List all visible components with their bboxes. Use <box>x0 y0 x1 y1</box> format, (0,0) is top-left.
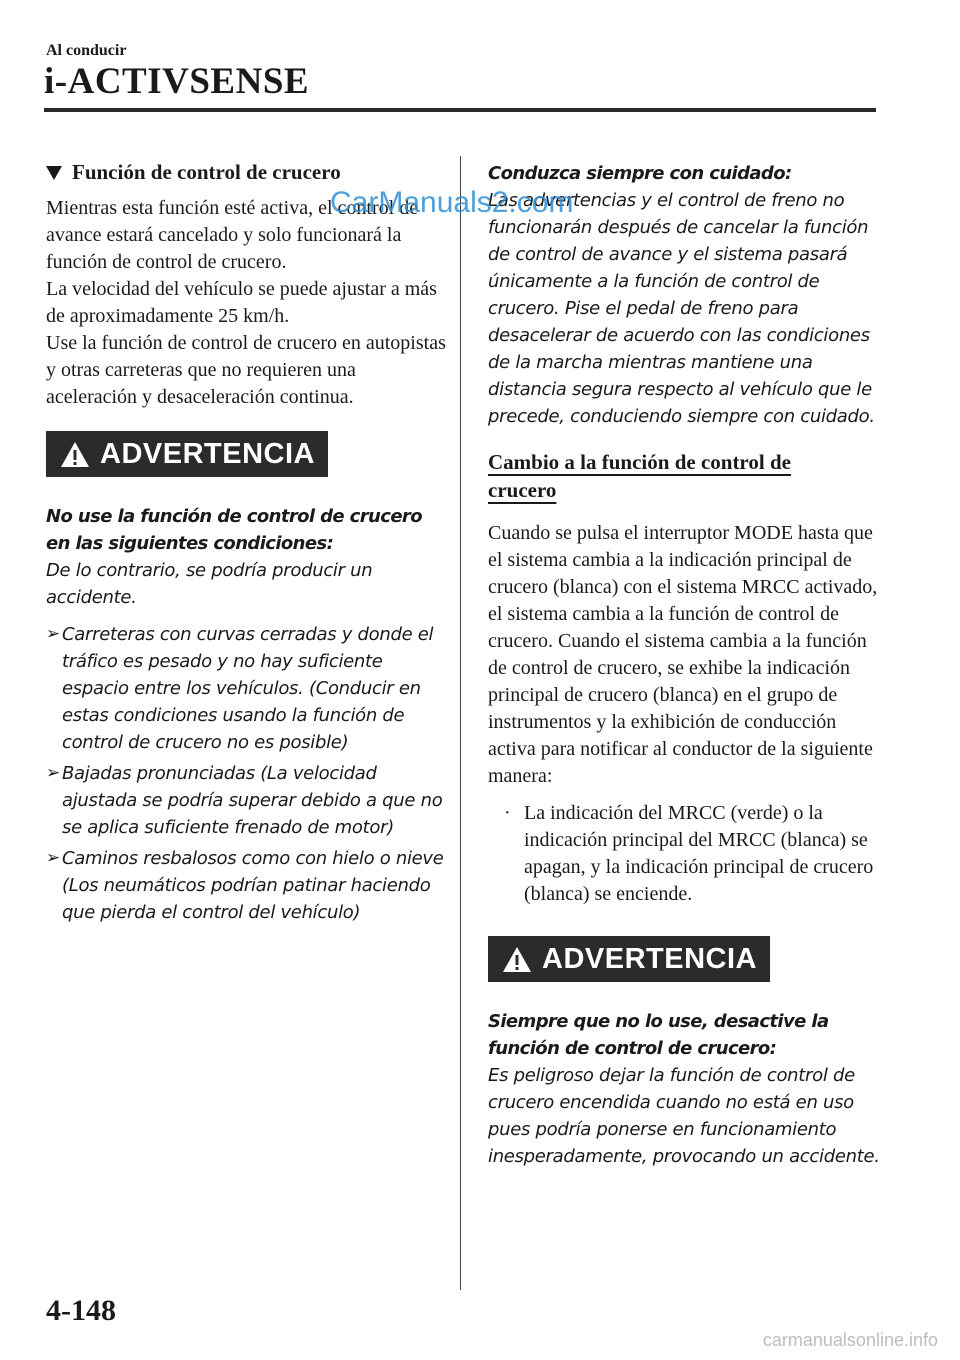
cruise-function-heading <box>46 160 446 185</box>
bullet-text: La indicación del MRCC (verde) o la indicación principal del MRCC (blanca) se apagan, y la indicación principal de crucero (blanca) se enciende. <box>524 802 874 905</box>
triangle-down-icon <box>46 166 62 180</box>
warning-bold-text: Siempre que no lo use, desactive la función de control de crucero: <box>488 1011 829 1059</box>
warning-text: De lo contrario, se podría producir un accidente. <box>46 560 373 608</box>
warning-banner <box>46 431 328 477</box>
change-heading-line-1: Cambio a la función de control de <box>488 450 791 474</box>
breadcrumb: Al conducir <box>46 42 127 59</box>
list-item-text: Bajadas pronunciadas (La velocidad ajustada se podría superar debido a que no se aplica suficiente frenado de motor) <box>62 763 443 838</box>
intro-paragraph-1: Mientras esta función esté activa, el control de avance estará cancelado y solo funcionará la función de control de crucero. <box>46 197 419 273</box>
careful-text: Las advertencias y el control de freno no funcionarán después de cancelar la función de control de avance y el sistema pasará únicamente a la función de control de crucero. Pise el pedal de freno para desacelerar de acuerdo con las condiciones de la marcha mientras mantiene una distancia segura respecto al vehículo que le precede, conduciendo siempre con cuidado. <box>488 190 875 427</box>
section-title: i-ACTIVSENSE <box>44 61 310 102</box>
list-item-text: Caminos resbalosos como con hielo o nieve (Los neumáticos podrían patinar haciendo que pierda el control del vehículo) <box>62 848 444 923</box>
list-item <box>46 621 446 756</box>
warning-block-left <box>46 431 446 926</box>
intro-paragraph-2: La velocidad del vehículo se puede ajustar a más de aproximadamente 25 km/h. <box>46 278 437 327</box>
list-item <box>46 845 446 926</box>
warning-triangle-icon <box>60 440 90 468</box>
title-rule <box>44 108 876 112</box>
warning-banner <box>488 936 770 982</box>
list-item-text: Carreteras con curvas cerradas y donde el tráfico es pesado y no hay suficiente espacio entre los vehículos. (Conducir en estas condiciones usando la función de control de crucero no es posible) <box>62 624 434 753</box>
page-number: 4-148 <box>46 1294 116 1327</box>
warning-bold-text: No use la función de control de crucero en las siguientes condiciones: <box>46 506 422 554</box>
cruise-function-heading-text: Función de control de crucero <box>72 160 341 184</box>
list-item <box>504 800 880 908</box>
change-paragraph: Cuando se pulsa el interruptor MODE hasta que el sistema cambia a la indicación principal de crucero (blanca) con el sistema MRCC activado, el sistema cambia a la función de control de crucero. Cuando el sistema cambia a la función de control de crucero, se exhibe la indicación principal de crucero (blanca) en el grupo de instrumentos y la exhibición de conducción activa para notificar al conductor de la siguiente manera: <box>488 522 878 787</box>
arrow-icon: ➢ <box>46 848 61 868</box>
footer-site-link[interactable]: carmanualsonline.info <box>762 1330 938 1350</box>
warning-label: ADVERTENCIA <box>100 437 315 470</box>
arrow-icon: ➢ <box>46 624 61 644</box>
change-to-cruise-heading <box>488 448 880 504</box>
list-item <box>46 760 446 841</box>
warning-block-right <box>488 936 880 1170</box>
change-heading-line-2: crucero <box>488 478 557 502</box>
bullet-icon: · <box>504 802 511 824</box>
column-divider <box>460 156 461 1290</box>
right-column <box>488 160 880 1170</box>
left-column <box>46 160 446 930</box>
warning-label: ADVERTENCIA <box>542 942 757 975</box>
intro-paragraph-3: Use la función de control de crucero en autopistas y otras carreteras que no requieren una aceleración y desaceleración continua. <box>46 332 446 408</box>
warning-triangle-icon <box>502 945 532 973</box>
arrow-icon: ➢ <box>46 763 61 783</box>
careful-bold-text: Conduzca siempre con cuidado: <box>488 163 792 184</box>
condition-list <box>46 621 446 926</box>
warning-text: Es peligroso dejar la función de control de crucero encendida cuando no está en uso pues podría ponerse en funcionamiento inesperadamente, provocando un accidente. <box>488 1065 880 1167</box>
watermark: CarManuals2.com <box>330 186 574 219</box>
